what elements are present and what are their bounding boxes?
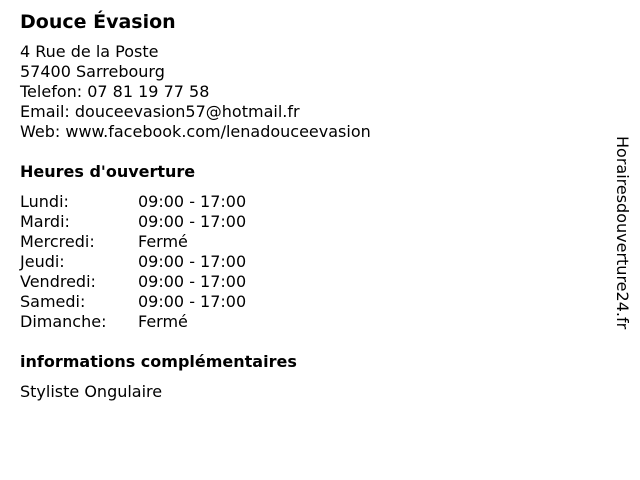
hours-time: Fermé — [138, 312, 188, 331]
hours-time: 09:00 - 17:00 — [138, 192, 247, 211]
hours-day: Jeudi: — [20, 252, 65, 271]
hours-day: Vendredi: — [20, 272, 96, 291]
hours-day: Dimanche: — [20, 312, 107, 331]
hours-row-tuesday — [20, 212, 600, 232]
hours-row-saturday — [20, 292, 600, 312]
hours-row-friday — [20, 272, 600, 292]
hours-day: Mardi: — [20, 212, 70, 231]
opening-hours-heading: Heures d'ouverture — [20, 162, 196, 181]
website-address: Web: www.facebook.com/lenadouceevasion — [20, 122, 371, 141]
hours-day: Mercredi: — [20, 232, 95, 251]
email-address: Email: douceevasion57@hotmail.fr — [20, 102, 300, 121]
site-watermark: Horairesdouverture24.fr — [613, 136, 632, 330]
hours-time: 09:00 - 17:00 — [138, 212, 247, 231]
hours-day: Lundi: — [20, 192, 69, 211]
address-line-2: 57400 Sarrebourg — [20, 62, 165, 81]
phone-number: Telefon: 07 81 19 77 58 — [20, 82, 210, 101]
additional-info-heading: informations complémentaires — [20, 352, 297, 371]
hours-time: 09:00 - 17:00 — [138, 252, 247, 271]
hours-day: Samedi: — [20, 292, 86, 311]
hours-time: Fermé — [138, 232, 188, 251]
opening-hours-list — [20, 192, 600, 332]
hours-time: 09:00 - 17:00 — [138, 272, 247, 291]
additional-info-text: Styliste Ongulaire — [20, 382, 163, 401]
hours-time: 09:00 - 17:00 — [138, 292, 247, 311]
hours-row-wednesday — [20, 232, 600, 252]
hours-row-monday — [20, 192, 600, 212]
hours-row-sunday — [20, 312, 600, 332]
business-name: Douce Évasion — [20, 11, 176, 33]
address-line-1: 4 Rue de la Poste — [20, 42, 159, 61]
hours-row-thursday — [20, 252, 600, 272]
business-card — [20, 10, 600, 402]
